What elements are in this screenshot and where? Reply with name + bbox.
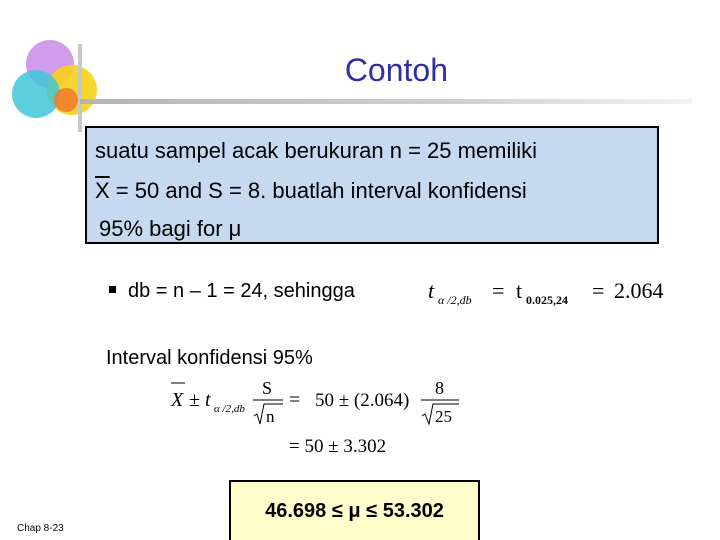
bullet-square	[109, 286, 116, 293]
t-symbol: t	[428, 278, 435, 303]
problem-line-2	[95, 178, 527, 204]
result-box: 46.698 ≤ μ ≤ 53.302	[229, 480, 480, 540]
t-subscript-left: α /2,db	[438, 293, 472, 307]
slide-title: Contoh	[344, 52, 448, 88]
equals-sign-ci: =	[289, 389, 301, 411]
sample-mean-symbol: $\overline{X}$	[95, 178, 110, 203]
n-denominator: n	[266, 407, 275, 426]
t-symbol-2: t	[516, 278, 523, 303]
problem-statement-box	[85, 126, 659, 244]
t-value-formula	[426, 272, 686, 312]
t-subscript-right: 0.025,24	[526, 293, 568, 307]
problem-line-2-text: = 50 and S = 8. buatlah interval konfidensi	[109, 178, 527, 203]
equals-sign-2: =	[592, 278, 605, 303]
problem-line-3: 95% bagi for μ	[99, 216, 242, 241]
t-value: 2.064	[614, 278, 664, 303]
problem-line-1: suatu sampel acak berukuran n = 25 memiliki	[95, 138, 538, 163]
equals-sign-1: =	[492, 278, 505, 303]
degrees-of-freedom-text: db = n – 1 = 24, sehingga	[128, 280, 355, 302]
s-numerator: S	[262, 378, 273, 398]
ci-result-line: = 50 ± 3.302	[289, 436, 387, 457]
numerator-eight: 8	[435, 378, 444, 398]
slide-footer: Chap 8-23	[17, 523, 64, 534]
denominator-25: 25	[435, 407, 452, 426]
t-subscript-ci: α /2,db	[214, 403, 245, 415]
ci-middle-term: 50 ± (2.064)	[315, 390, 410, 411]
confidence-interval-formula	[165, 372, 465, 462]
title-underline	[80, 99, 692, 104]
t-symbol-ci: t	[205, 389, 211, 411]
interval-label: Interval konfidensi 95%	[106, 347, 313, 369]
plus-minus-1: ±	[189, 389, 200, 411]
xbar-symbol: X	[171, 389, 184, 411]
